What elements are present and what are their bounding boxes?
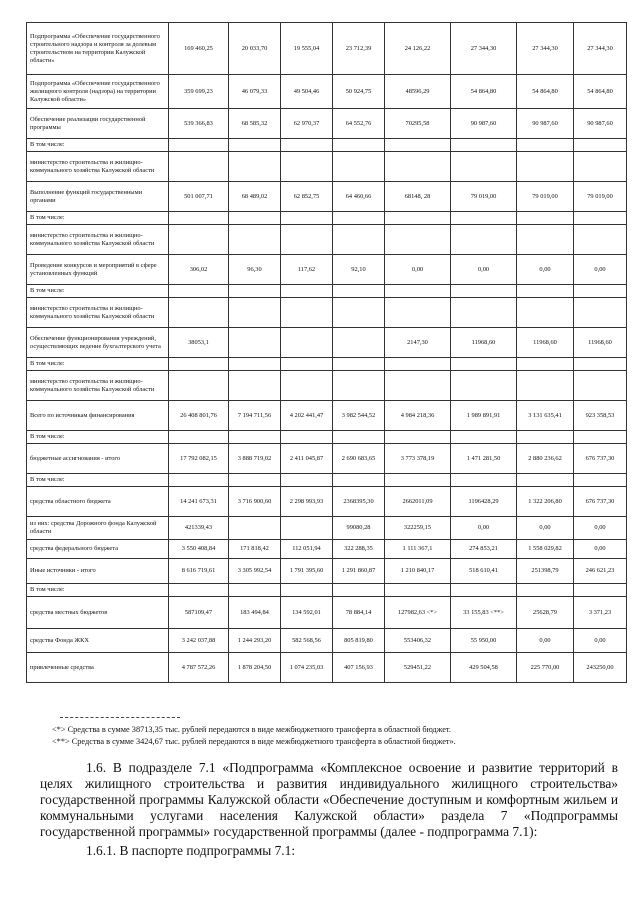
row-label: средства Фонда ЖКХ (27, 629, 169, 653)
cell-value (281, 371, 333, 401)
row-label: Обеспечение реализации государственной программы (27, 109, 169, 139)
cell-value (169, 584, 229, 597)
row-label: Подпрограмма «Обеспечение государственного жилищного контроля (надзора) на территории Калужской области» (27, 75, 169, 109)
body-text (40, 760, 618, 859)
row-label: Иные источники - итого (27, 559, 169, 584)
cell-value (229, 474, 281, 487)
cell-value: 62 970,37 (281, 109, 333, 139)
footnotes (52, 717, 612, 748)
cell-value (451, 431, 517, 444)
cell-value (574, 225, 627, 255)
row-label: министерство строительства и жилищно-коммунального хозяйства Калужской области (27, 298, 169, 328)
cell-value (333, 358, 385, 371)
table-row (27, 285, 627, 298)
cell-value (517, 298, 574, 328)
cell-value: 225 770,00 (517, 653, 574, 683)
row-label: средства областного бюджета (27, 487, 169, 517)
cell-value (517, 225, 574, 255)
cell-value: 33 155,83 <**> (451, 597, 517, 629)
paragraph-1-6-1: 1.6.1. В паспорте подпрограммы 7.1: (86, 843, 296, 858)
cell-value: 2662011,09 (385, 487, 451, 517)
cell-value: 923 358,53 (574, 401, 627, 431)
cell-value (281, 584, 333, 597)
row-label: Проведение конкурсов и мероприятий в сфере установленных функций (27, 255, 169, 285)
cell-value: 306,02 (169, 255, 229, 285)
cell-value: 11968,60 (517, 328, 574, 358)
footnote-1: <*> Средства в сумме 38713,35 тыс. рублей передаются в виде межбюджетного трансферта в областной бюджет. (52, 725, 451, 734)
row-label: привлеченные средства (27, 653, 169, 683)
cell-value: 3 131 635,41 (517, 401, 574, 431)
cell-value (333, 225, 385, 255)
cell-value: 0,00 (517, 517, 574, 540)
cell-value: 169 460,25 (169, 23, 229, 75)
cell-value: 539 366,83 (169, 109, 229, 139)
cell-value (451, 371, 517, 401)
cell-value (451, 225, 517, 255)
cell-value (385, 431, 451, 444)
cell-value: 46 079,33 (229, 75, 281, 109)
row-label: В том числе: (27, 584, 169, 597)
row-label: Обеспечение функционирования учреждений, осуществляющих ведение бухгалтерского учета (27, 328, 169, 358)
row-label: министерство строительства и жилищно-коммунального хозяйства Калужской области (27, 225, 169, 255)
cell-value: 501 007,71 (169, 182, 229, 212)
cell-value (385, 225, 451, 255)
cell-value (281, 517, 333, 540)
cell-value: 274 853,21 (451, 540, 517, 559)
cell-value (281, 474, 333, 487)
cell-value: 429 504,58 (451, 653, 517, 683)
cell-value: 90 987,60 (451, 109, 517, 139)
cell-value (574, 152, 627, 182)
row-label: Выполнение функций государственными органами (27, 182, 169, 212)
cell-value: 1 989 891,91 (451, 401, 517, 431)
cell-value: 79 019,00 (574, 182, 627, 212)
cell-value (229, 431, 281, 444)
cell-value: 3 773 378,19 (385, 444, 451, 474)
cell-value (281, 298, 333, 328)
table-row (27, 540, 627, 559)
cell-value (451, 212, 517, 225)
cell-value (451, 152, 517, 182)
table-row (27, 152, 627, 182)
row-label: В том числе: (27, 358, 169, 371)
table-row (27, 225, 627, 255)
cell-value (229, 139, 281, 152)
cell-value (333, 139, 385, 152)
cell-value: 68 585,32 (229, 109, 281, 139)
cell-value: 2147,30 (385, 328, 451, 358)
cell-value: 582 568,56 (281, 629, 333, 653)
cell-value: 553406,32 (385, 629, 451, 653)
cell-value: 68 489,02 (229, 182, 281, 212)
cell-value: 55 950,00 (451, 629, 517, 653)
cell-value: 0,00 (574, 540, 627, 559)
cell-value (169, 371, 229, 401)
cell-value (333, 152, 385, 182)
cell-value: 1 291 860,87 (333, 559, 385, 584)
cell-value: 38053,1 (169, 328, 229, 358)
cell-value: 3 550 408,84 (169, 540, 229, 559)
cell-value (574, 358, 627, 371)
cell-value: 0,00 (517, 255, 574, 285)
cell-value: 251398,79 (517, 559, 574, 584)
cell-value: 90 987,60 (574, 109, 627, 139)
table-row (27, 487, 627, 517)
table-row (27, 358, 627, 371)
cell-value: 4 984 218,36 (385, 401, 451, 431)
cell-value (169, 285, 229, 298)
cell-value: 8 616 719,61 (169, 559, 229, 584)
cell-value (385, 298, 451, 328)
cell-value: 14 241 673,31 (169, 487, 229, 517)
row-label: средства местных бюджетов (27, 597, 169, 629)
table-row (27, 139, 627, 152)
financing-table (26, 22, 627, 683)
cell-value: 70295,58 (385, 109, 451, 139)
cell-value (385, 285, 451, 298)
cell-value (229, 152, 281, 182)
cell-value (333, 212, 385, 225)
cell-value: 25628,79 (517, 597, 574, 629)
cell-value: 407 156,93 (333, 653, 385, 683)
cell-value (385, 358, 451, 371)
cell-value (281, 431, 333, 444)
cell-value (169, 358, 229, 371)
cell-value (281, 139, 333, 152)
cell-value: 134 592,01 (281, 597, 333, 629)
cell-value: 243250,00 (574, 653, 627, 683)
cell-value (385, 212, 451, 225)
cell-value (451, 584, 517, 597)
cell-value (333, 371, 385, 401)
table-row (27, 298, 627, 328)
cell-value (229, 298, 281, 328)
cell-value (385, 139, 451, 152)
row-label: В том числе: (27, 285, 169, 298)
cell-value: 2368395,30 (333, 487, 385, 517)
table-row (27, 371, 627, 401)
cell-value (281, 358, 333, 371)
cell-value (229, 584, 281, 597)
cell-value (517, 139, 574, 152)
cell-value: 1 471 281,50 (451, 444, 517, 474)
cell-value: 62 852,75 (281, 182, 333, 212)
row-label: министерство строительства и жилищно-коммунального хозяйства Калужской области (27, 152, 169, 182)
cell-value: 79 019,00 (517, 182, 574, 212)
cell-value: 1 111 367,1 (385, 540, 451, 559)
cell-value (517, 474, 574, 487)
cell-value (517, 584, 574, 597)
cell-value: 0,00 (385, 255, 451, 285)
cell-value (229, 285, 281, 298)
cell-value: 2 690 683,65 (333, 444, 385, 474)
cell-value: 246 621,23 (574, 559, 627, 584)
cell-value (385, 371, 451, 401)
cell-value: 19 555,04 (281, 23, 333, 75)
cell-value: 4 202 441,47 (281, 401, 333, 431)
cell-value: 0,00 (451, 255, 517, 285)
cell-value: 27 344,30 (574, 23, 627, 75)
cell-value (574, 371, 627, 401)
cell-value: 54 864,80 (574, 75, 627, 109)
cell-value: 183 494,84 (229, 597, 281, 629)
cell-value: 0,00 (574, 255, 627, 285)
cell-value: 1196428,29 (451, 487, 517, 517)
cell-value (451, 139, 517, 152)
table-row (27, 474, 627, 487)
cell-value: 50 924,75 (333, 75, 385, 109)
cell-value (574, 474, 627, 487)
cell-value (333, 431, 385, 444)
cell-value (281, 328, 333, 358)
cell-value (333, 298, 385, 328)
cell-value: 78 884,14 (333, 597, 385, 629)
cell-value: 26 408 801,76 (169, 401, 229, 431)
cell-value: 112 051,94 (281, 540, 333, 559)
table-row (27, 629, 627, 653)
cell-value (229, 358, 281, 371)
cell-value: 96,30 (229, 255, 281, 285)
cell-value: 3 242 037,88 (169, 629, 229, 653)
cell-value: 90 987,60 (517, 109, 574, 139)
cell-value: 171 818,42 (229, 540, 281, 559)
cell-value: 127982,63 <*> (385, 597, 451, 629)
cell-value: 3 888 719,02 (229, 444, 281, 474)
cell-value: 117,62 (281, 255, 333, 285)
table-row (27, 255, 627, 285)
cell-value: 3 716 900,60 (229, 487, 281, 517)
cell-value (169, 431, 229, 444)
cell-value (574, 212, 627, 225)
table-row (27, 559, 627, 584)
cell-value (517, 152, 574, 182)
row-label: средства федерального бюджета (27, 540, 169, 559)
cell-value (385, 474, 451, 487)
table-row (27, 444, 627, 474)
table-row (27, 328, 627, 358)
cell-value (451, 474, 517, 487)
cell-value (333, 328, 385, 358)
row-label: В том числе: (27, 474, 169, 487)
table-row (27, 517, 627, 540)
cell-value: 99080,28 (333, 517, 385, 540)
cell-value: 11968,60 (574, 328, 627, 358)
cell-value: 2 880 236,62 (517, 444, 574, 474)
cell-value: 64 460,66 (333, 182, 385, 212)
cell-value: 49 504,46 (281, 75, 333, 109)
table-row (27, 212, 627, 225)
cell-value: 2 298 993,93 (281, 487, 333, 517)
cell-value: 27 344,30 (451, 23, 517, 75)
cell-value (385, 584, 451, 597)
cell-value: 54 864,80 (451, 75, 517, 109)
financing-table-body (27, 23, 627, 683)
cell-value: 3 371,23 (574, 597, 627, 629)
cell-value: 322 288,35 (333, 540, 385, 559)
cell-value (451, 285, 517, 298)
cell-value (281, 152, 333, 182)
cell-value (333, 584, 385, 597)
cell-value: 421339,43 (169, 517, 229, 540)
cell-value: 64 552,76 (333, 109, 385, 139)
cell-value: 1 558 029,82 (517, 540, 574, 559)
cell-value (169, 474, 229, 487)
table-row (27, 109, 627, 139)
table-row (27, 653, 627, 683)
cell-value: 322259,15 (385, 517, 451, 540)
cell-value (169, 298, 229, 328)
cell-value (517, 285, 574, 298)
footnote-2: <**> Средства в сумме 3424,67 тыс. рублей передаются в виде межбюджетного трансферта в областной бюджет». (52, 737, 456, 746)
cell-value (333, 285, 385, 298)
cell-value (169, 139, 229, 152)
cell-value: 676 737,30 (574, 444, 627, 474)
row-label: В том числе: (27, 139, 169, 152)
cell-value: 92,10 (333, 255, 385, 285)
paragraph-1-6: 1.6. В подразделе 7.1 «Подпрограмма «Комплексное освоение и развитие территорий в целях жилищного строительства и развития индивидуального жилищного строительства» государственной программы Калужской области «Обеспечение доступным и комфортным жильем и коммунальными услугами населения Калужской области» раздела 7 «Подпрограммы государственной программы» государственной программы (далее - подпрограмма 7.1): (40, 760, 618, 839)
table-row (27, 75, 627, 109)
cell-value: 23 712,39 (333, 23, 385, 75)
cell-value: 4 787 572,26 (169, 653, 229, 683)
cell-value: 79 019,00 (451, 182, 517, 212)
table-row (27, 584, 627, 597)
cell-value (281, 212, 333, 225)
cell-value: 3 982 544,52 (333, 401, 385, 431)
table-row (27, 182, 627, 212)
cell-value: 17 792 082,15 (169, 444, 229, 474)
cell-value: 54 864,80 (517, 75, 574, 109)
cell-value: 518 610,41 (451, 559, 517, 584)
cell-value (451, 358, 517, 371)
cell-value (385, 152, 451, 182)
cell-value (517, 358, 574, 371)
table-row (27, 431, 627, 444)
footnote-separator (60, 717, 180, 718)
cell-value: 1 210 840,17 (385, 559, 451, 584)
cell-value: 48596,29 (385, 75, 451, 109)
cell-value (517, 371, 574, 401)
cell-value (574, 139, 627, 152)
cell-value: 0,00 (451, 517, 517, 540)
cell-value: 20 033,70 (229, 23, 281, 75)
cell-value: 68148, 28 (385, 182, 451, 212)
row-label: бюджетные ассигнования - итого (27, 444, 169, 474)
row-label: из них: средства Дорожного фонда Калужской области (27, 517, 169, 540)
table-row (27, 401, 627, 431)
row-label: Подпрограмма «Обеспечение государственного строительного надзора и контроля за долевым строительством на территории Калужской области» (27, 23, 169, 75)
cell-value: 0,00 (574, 629, 627, 653)
cell-value (574, 298, 627, 328)
cell-value: 3 305 992,54 (229, 559, 281, 584)
cell-value: 587109,47 (169, 597, 229, 629)
cell-value (281, 225, 333, 255)
cell-value (229, 371, 281, 401)
cell-value (169, 152, 229, 182)
cell-value: 1 322 206,80 (517, 487, 574, 517)
cell-value: 7 194 711,56 (229, 401, 281, 431)
cell-value: 0,00 (517, 629, 574, 653)
cell-value: 2 411 045,87 (281, 444, 333, 474)
cell-value (517, 431, 574, 444)
cell-value (229, 517, 281, 540)
cell-value (451, 298, 517, 328)
cell-value: 11968,60 (451, 328, 517, 358)
cell-value: 27 344,30 (517, 23, 574, 75)
row-label: В том числе: (27, 431, 169, 444)
cell-value (229, 328, 281, 358)
cell-value: 1 791 395,60 (281, 559, 333, 584)
row-label: В том числе: (27, 212, 169, 225)
cell-value (169, 212, 229, 225)
cell-value (517, 212, 574, 225)
row-label: Всего по источникам финансирования (27, 401, 169, 431)
cell-value: 1 244 293,20 (229, 629, 281, 653)
table-row (27, 23, 627, 75)
row-label: министерство строительства и жилищно-коммунального хозяйства Калужской области (27, 371, 169, 401)
cell-value (169, 225, 229, 255)
cell-value: 359 699,23 (169, 75, 229, 109)
cell-value (574, 431, 627, 444)
cell-value: 24 126,22 (385, 23, 451, 75)
cell-value (229, 225, 281, 255)
cell-value: 0,00 (574, 517, 627, 540)
cell-value (574, 285, 627, 298)
table-row (27, 597, 627, 629)
cell-value (281, 285, 333, 298)
cell-value: 805 819,80 (333, 629, 385, 653)
cell-value: 1 878 204,50 (229, 653, 281, 683)
cell-value (574, 584, 627, 597)
cell-value: 1 074 235,03 (281, 653, 333, 683)
cell-value (229, 212, 281, 225)
cell-value: 676 737,30 (574, 487, 627, 517)
cell-value: 529451,22 (385, 653, 451, 683)
cell-value (333, 474, 385, 487)
